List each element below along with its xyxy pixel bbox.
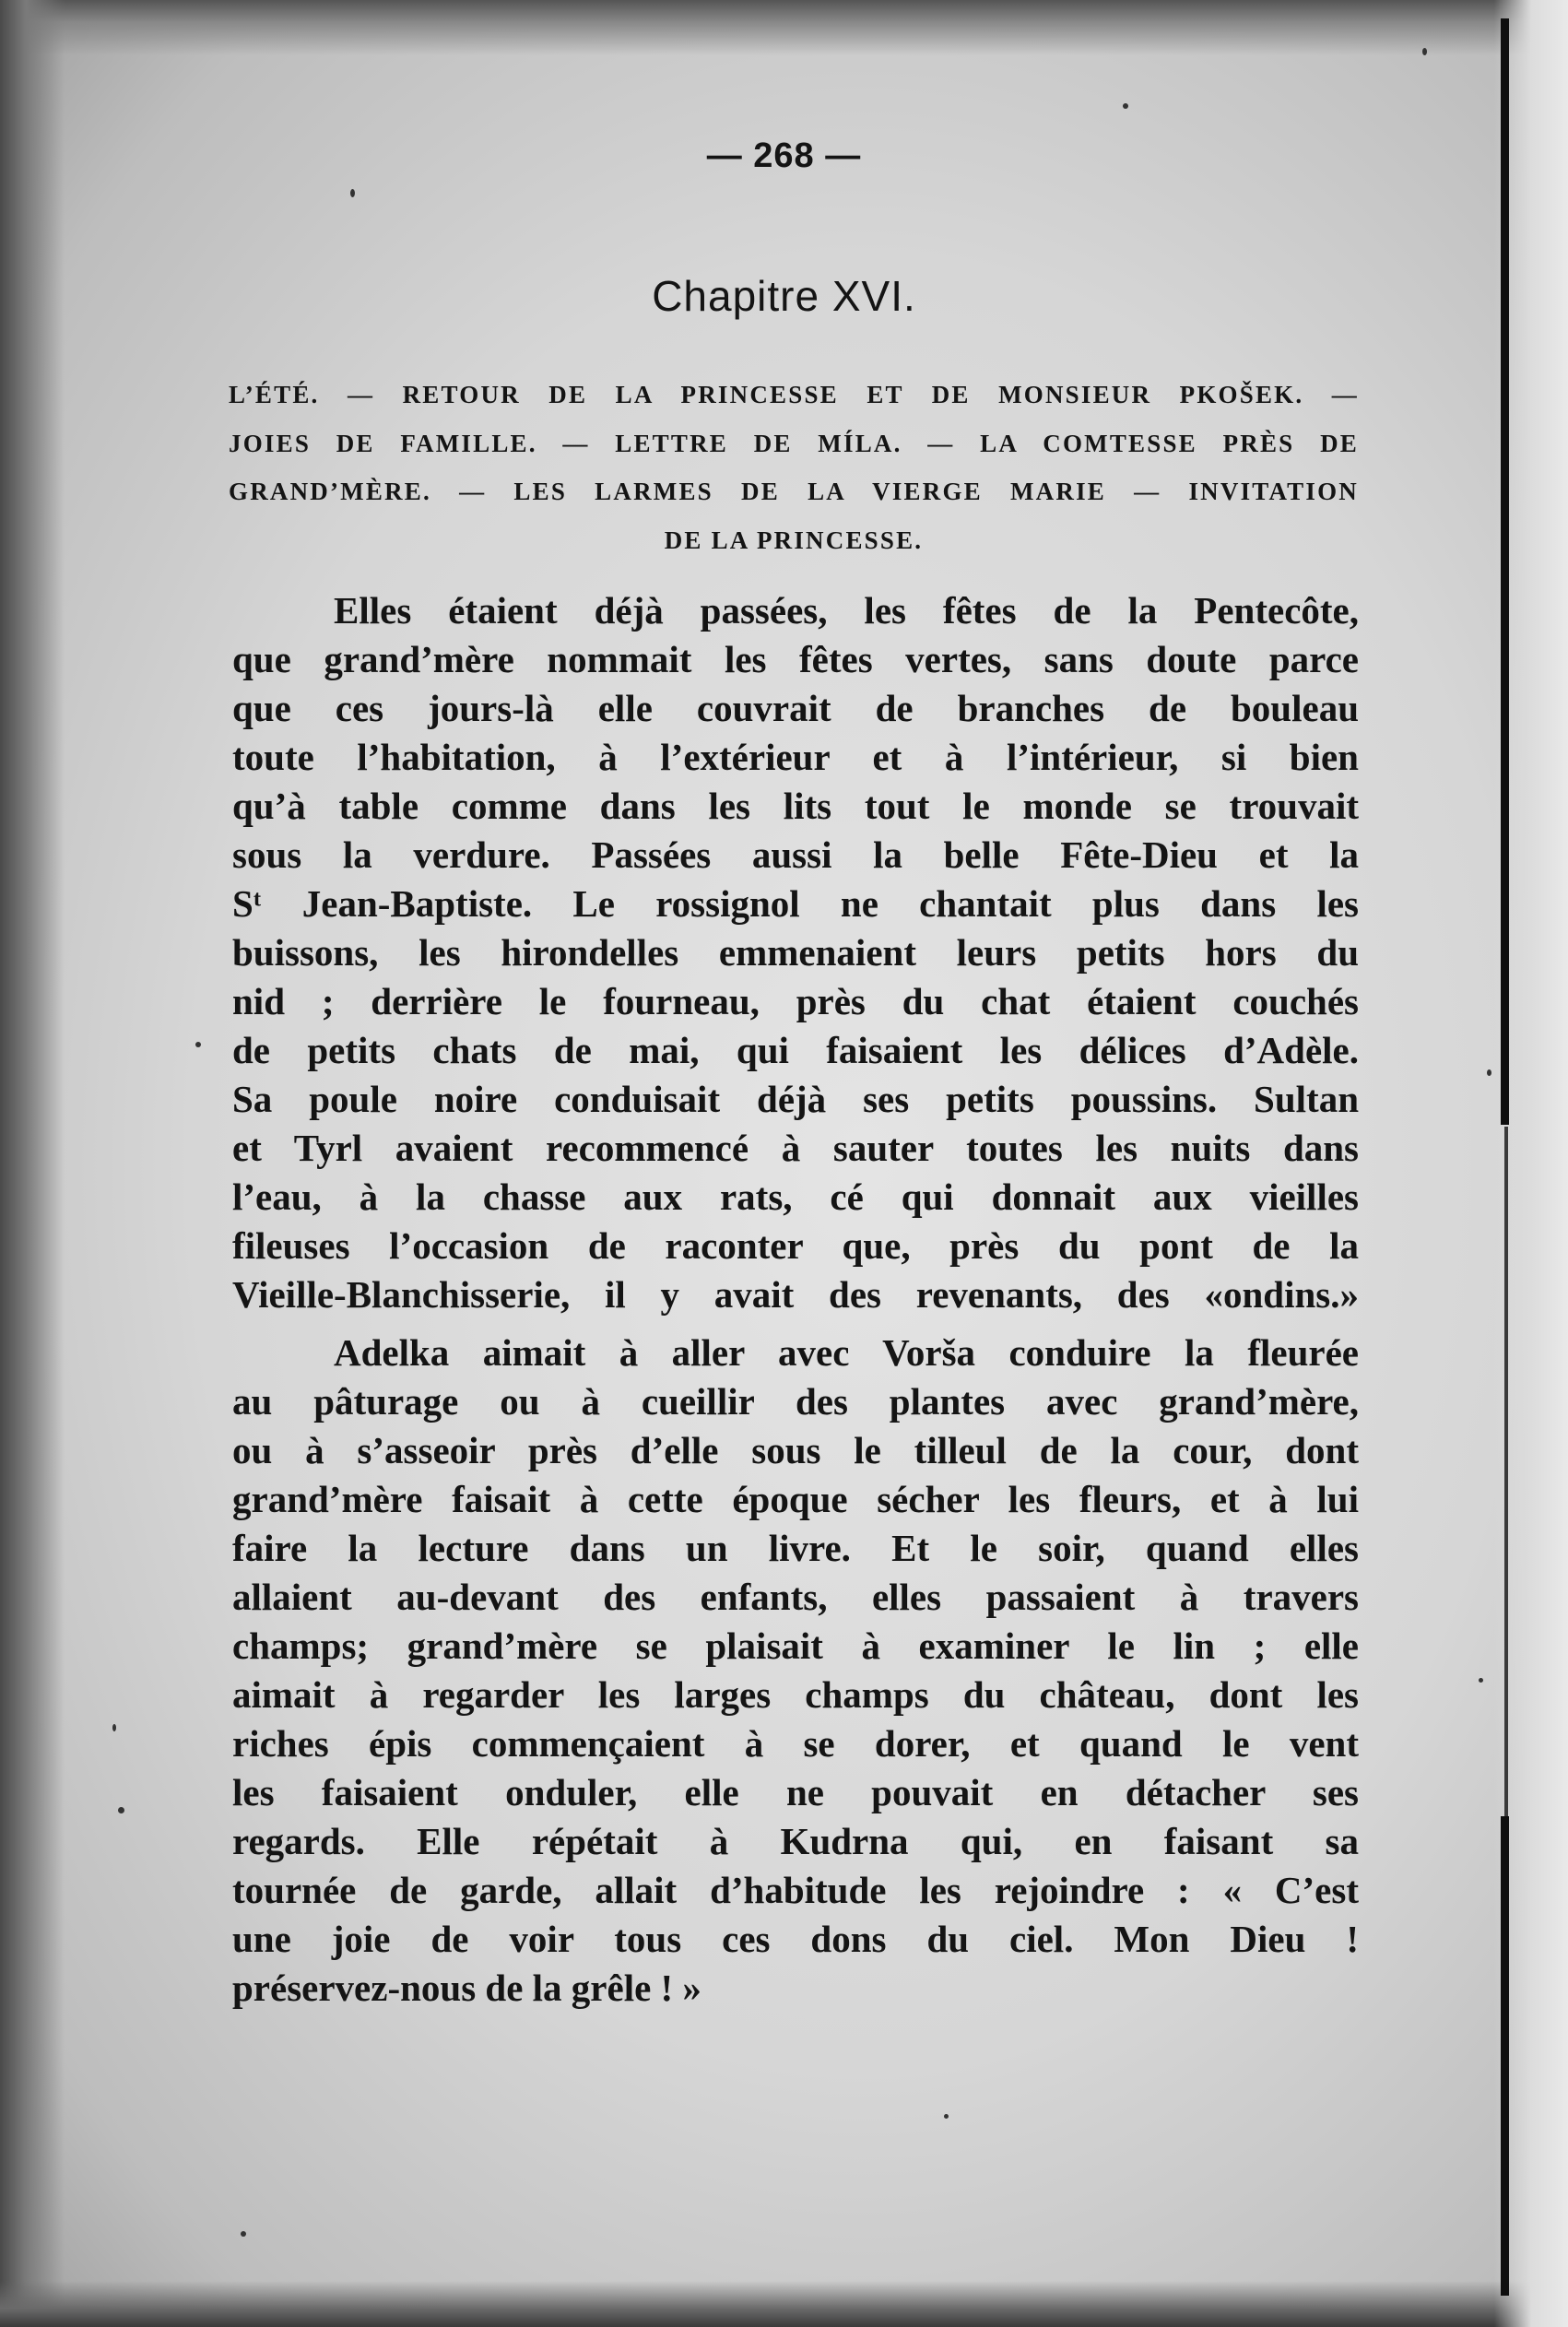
summary-line: DE LA PRINCESSE.	[664, 526, 924, 554]
text-line: nid ; derrière le fourneau, près du chat étaient couchés	[232, 980, 1359, 1022]
text-line: Vieille-Blanchisserie, il y avait des revenants, des «ondins.»	[232, 1273, 1359, 1316]
text-line: de petits chats de mai, qui faisaient les délices d’Adèle.	[232, 1029, 1359, 1071]
text-line: tournée de garde, allait d’habitude les rejoindre : « C’est	[232, 1869, 1359, 1911]
text-line: fileuses l’occasion de raconter que, près du pont de la	[232, 1224, 1359, 1267]
text-line: qu’à table comme dans les lits tout le monde se trouvait	[232, 785, 1359, 827]
summary-line: L’ÉTÉ. — RETOUR DE LA PRINCESSE ET DE MONSIEUR PKOŠEK. —	[229, 381, 1359, 408]
scan-speck	[112, 1724, 116, 1731]
chapter-title: Chapitre XVI.	[652, 272, 916, 320]
text-line: Sᵗ Jean-Baptiste. Le rossignol ne chantait plus dans les	[232, 882, 1359, 925]
text-line: que ces jours-là elle couvrait de branches de bouleau	[232, 687, 1359, 729]
text-line: Adelka aimait à aller avec Vorša conduire la fleurée	[334, 1331, 1359, 1374]
binding-fold-line	[1504, 1127, 1508, 1816]
page-shadow-bottom	[0, 2281, 1568, 2327]
scan-speck	[118, 1807, 124, 1813]
text-line: les faisaient onduler, elle ne pouvait en détacher ses	[232, 1771, 1359, 1813]
text-line: champs; grand’mère se plaisait à examiner le lin ; elle	[232, 1624, 1359, 1667]
text-line: ou à s’asseoir près d’elle sous le tilleul de la cour, dont	[232, 1429, 1359, 1471]
binding-fold-line	[1501, 1816, 1509, 2296]
text-line: Elles étaient déjà passées, les fêtes de la Pentecôte,	[334, 589, 1359, 632]
text-line: l’eau, à la chasse aux rats, cé qui donnait aux vieilles	[232, 1175, 1359, 1218]
scan-speck	[1422, 48, 1427, 55]
scan-speck	[241, 2231, 246, 2237]
text-line: regards. Elle répétait à Kudrna qui, en faisant sa	[232, 1820, 1359, 1862]
body-text	[232, 586, 1359, 2013]
scan-speck	[1479, 1678, 1483, 1683]
text-line: aimait à regarder les larges champs du château, dont les	[232, 1673, 1359, 1716]
scan-speck	[944, 2114, 949, 2119]
text-line: buissons, les hirondelles emmenaient leurs petits hors du	[232, 931, 1359, 974]
page-number: — 268 —	[706, 136, 862, 175]
text-line: toute l’habitation, à l’extérieur et à l’intérieur, si bien	[232, 736, 1359, 778]
text-line: faire la lecture dans un livre. Et le soir, quand elles	[232, 1527, 1359, 1569]
page-shadow-top	[0, 0, 1568, 55]
text-line: au pâturage ou à cueillir des plantes avec grand’mère,	[232, 1380, 1359, 1423]
text-line: grand’mère faisait à cette époque sécher les fleurs, et à lui	[232, 1478, 1359, 1520]
scan-speck	[1487, 1069, 1491, 1076]
summary-line: GRAND’MÈRE. — LES LARMES DE LA VIERGE MARIE — INVITATION	[229, 478, 1359, 505]
text-line: et Tyrl avaient recommencé à sauter toutes les nuits dans	[232, 1127, 1359, 1169]
paragraph	[232, 1329, 1359, 2013]
text-line: Sa poule noire conduisait déjà ses petits poussins. Sultan	[232, 1078, 1359, 1120]
scan-speck	[195, 1042, 201, 1047]
text-line: que grand’mère nommait les fêtes vertes, sans doute parce	[232, 638, 1359, 680]
summary-line: JOIES DE FAMILLE. — LETTRE DE MÍLA. — LA COMTESSE PRÈS DE	[229, 429, 1359, 457]
scan-speck	[350, 189, 355, 197]
text-line: une joie de voir tous ces dons du ciel. Mon Dieu !	[232, 1918, 1359, 1960]
scan-speck	[1123, 103, 1128, 109]
text-line: sous la verdure. Passées aussi la belle Fête-Dieu et la	[232, 833, 1359, 876]
page-shadow-left	[0, 0, 65, 2327]
text-line: préservez-nous de la grêle ! »	[232, 1967, 701, 2009]
binding-fold-line	[1501, 18, 1509, 1125]
paragraph	[232, 586, 1359, 1319]
text-line: riches épis commençaient à se dorer, et quand le vent	[232, 1722, 1359, 1765]
chapter-summary	[229, 371, 1359, 564]
text-line: allaient au-devant des enfants, elles passaient à travers	[232, 1576, 1359, 1618]
